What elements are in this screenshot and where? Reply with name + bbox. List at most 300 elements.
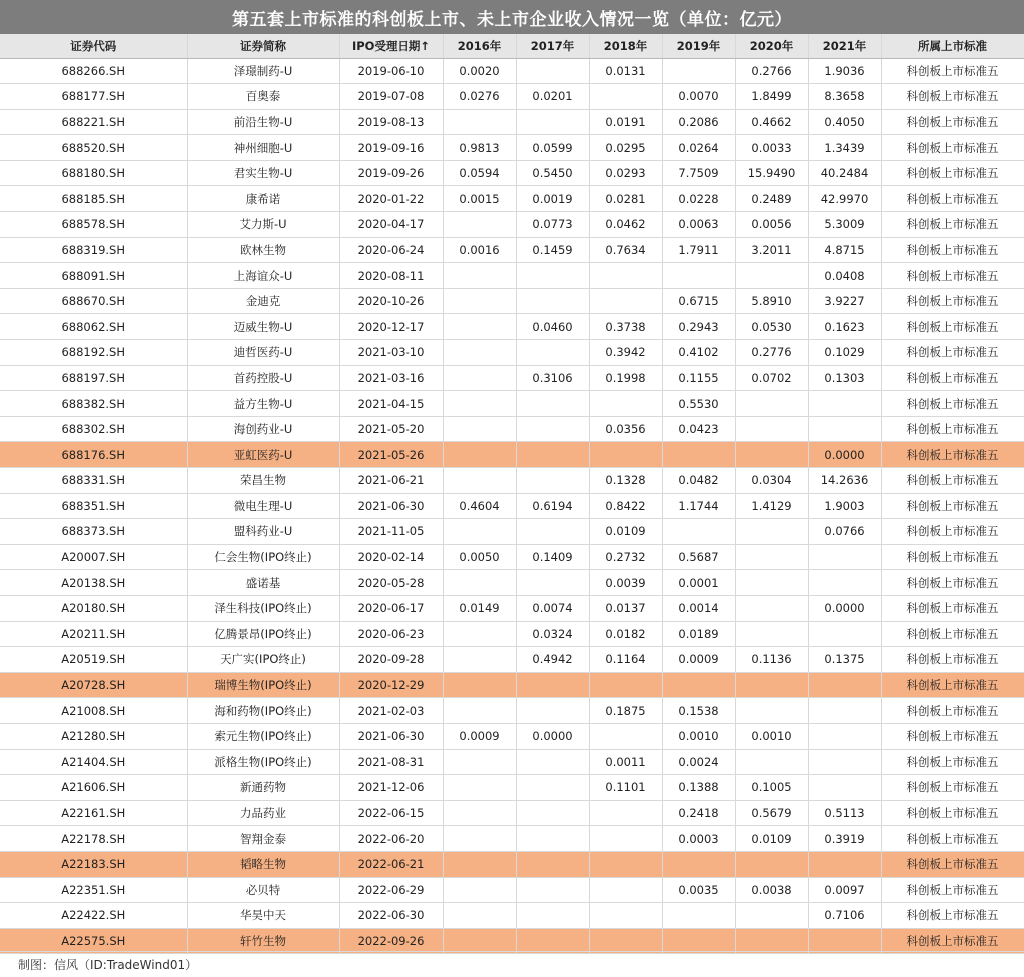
cell-2018 xyxy=(589,928,662,954)
cell-2020: 0.0033 xyxy=(735,135,808,161)
cell-ipo-date: 2021-12-06 xyxy=(339,775,443,801)
cell-2020: 0.0530 xyxy=(735,314,808,340)
header-row xyxy=(0,34,1024,58)
col-header-standard: 所属上市标准 xyxy=(881,34,1024,58)
cell-ipo-date: 2021-04-15 xyxy=(339,391,443,417)
cell-2021: 0.0000 xyxy=(808,442,881,468)
cell-2019: 0.5687 xyxy=(662,544,735,570)
cell-2018: 0.0131 xyxy=(589,58,662,84)
cell-code: A22178.SH xyxy=(0,826,187,852)
cell-2019 xyxy=(662,903,735,929)
cell-2018 xyxy=(589,391,662,417)
cell-2019: 0.0423 xyxy=(662,416,735,442)
cell-2020: 3.2011 xyxy=(735,237,808,263)
cell-code: 688331.SH xyxy=(0,468,187,494)
cell-2021 xyxy=(808,570,881,596)
cell-2018: 0.0011 xyxy=(589,749,662,775)
cell-2018: 0.0109 xyxy=(589,519,662,545)
cell-2021: 0.0766 xyxy=(808,519,881,545)
table-row xyxy=(0,800,1024,826)
cell-2021: 42.9970 xyxy=(808,186,881,212)
table-row xyxy=(0,621,1024,647)
cell-standard: 科创板上市标准五 xyxy=(881,58,1024,84)
table-row xyxy=(0,749,1024,775)
cell-standard: 科创板上市标准五 xyxy=(881,314,1024,340)
cell-ipo-date: 2021-06-30 xyxy=(339,723,443,749)
cell-code: 688670.SH xyxy=(0,288,187,314)
cell-2017 xyxy=(516,570,589,596)
cell-2018 xyxy=(589,84,662,110)
cell-2017: 0.0019 xyxy=(516,186,589,212)
cell-2016: 0.0020 xyxy=(443,58,516,84)
cell-2017 xyxy=(516,775,589,801)
cell-2017 xyxy=(516,288,589,314)
cell-2017 xyxy=(516,877,589,903)
cell-name: 益方生物-U xyxy=(187,391,339,417)
cell-2018 xyxy=(589,672,662,698)
cell-name: 迈威生物-U xyxy=(187,314,339,340)
col-header-2018: 2018年 xyxy=(589,34,662,58)
cell-standard: 科创板上市标准五 xyxy=(881,237,1024,263)
cell-standard: 科创板上市标准五 xyxy=(881,109,1024,135)
cell-2018 xyxy=(589,723,662,749)
cell-ipo-date: 2020-10-26 xyxy=(339,288,443,314)
cell-standard: 科创板上市标准五 xyxy=(881,698,1024,724)
cell-2021: 0.1029 xyxy=(808,340,881,366)
col-header-name: 证券简称 xyxy=(187,34,339,58)
cell-standard: 科创板上市标准五 xyxy=(881,263,1024,289)
cell-2021: 0.7106 xyxy=(808,903,881,929)
cell-2020: 0.0702 xyxy=(735,365,808,391)
cell-2016 xyxy=(443,212,516,238)
cell-2021: 4.8715 xyxy=(808,237,881,263)
cell-2019: 0.0228 xyxy=(662,186,735,212)
cell-code: A21280.SH xyxy=(0,723,187,749)
cell-2020 xyxy=(735,621,808,647)
table-row xyxy=(0,442,1024,468)
cell-code: 688302.SH xyxy=(0,416,187,442)
credit-footer: 制图：信风（ID:TradeWind01） xyxy=(0,951,1024,977)
cell-2016 xyxy=(443,288,516,314)
cell-2019: 0.0035 xyxy=(662,877,735,903)
table-row xyxy=(0,288,1024,314)
cell-standard: 科创板上市标准五 xyxy=(881,493,1024,519)
cell-name: 盛诺基 xyxy=(187,570,339,596)
cell-2017: 0.0460 xyxy=(516,314,589,340)
cell-code: A20728.SH xyxy=(0,672,187,698)
cell-2018: 0.1875 xyxy=(589,698,662,724)
cell-2019: 0.1538 xyxy=(662,698,735,724)
cell-2017 xyxy=(516,928,589,954)
table-row xyxy=(0,391,1024,417)
cell-2021: 0.1623 xyxy=(808,314,881,340)
cell-2021 xyxy=(808,391,881,417)
cell-2019: 0.0014 xyxy=(662,595,735,621)
cell-2020 xyxy=(735,851,808,877)
cell-2019: 0.0070 xyxy=(662,84,735,110)
cell-standard: 科创板上市标准五 xyxy=(881,672,1024,698)
cell-2019: 0.4102 xyxy=(662,340,735,366)
cell-2019: 0.0063 xyxy=(662,212,735,238)
cell-2020: 0.0038 xyxy=(735,877,808,903)
cell-2018: 0.1328 xyxy=(589,468,662,494)
cell-2019 xyxy=(662,442,735,468)
cell-code: 688520.SH xyxy=(0,135,187,161)
cell-2016: 0.0050 xyxy=(443,544,516,570)
revenue-table xyxy=(0,34,1024,954)
table-row xyxy=(0,672,1024,698)
cell-code: 688578.SH xyxy=(0,212,187,238)
cell-2019 xyxy=(662,519,735,545)
cell-2017 xyxy=(516,826,589,852)
cell-name: 瑞博生物(IPO终止) xyxy=(187,672,339,698)
cell-2021 xyxy=(808,672,881,698)
cell-2017 xyxy=(516,442,589,468)
cell-2020: 0.4662 xyxy=(735,109,808,135)
cell-2021 xyxy=(808,621,881,647)
cell-2017: 0.3106 xyxy=(516,365,589,391)
table-row xyxy=(0,928,1024,954)
cell-2019: 0.0003 xyxy=(662,826,735,852)
cell-standard: 科创板上市标准五 xyxy=(881,442,1024,468)
cell-2018: 0.2732 xyxy=(589,544,662,570)
cell-name: 天广实(IPO终止) xyxy=(187,647,339,673)
cell-2018 xyxy=(589,903,662,929)
table-row xyxy=(0,570,1024,596)
table-row xyxy=(0,212,1024,238)
cell-2016: 0.9813 xyxy=(443,135,516,161)
col-header-code: 证券代码 xyxy=(0,34,187,58)
cell-standard: 科创板上市标准五 xyxy=(881,647,1024,673)
cell-ipo-date: 2022-09-26 xyxy=(339,928,443,954)
cell-code: 688266.SH xyxy=(0,58,187,84)
cell-2018: 0.0462 xyxy=(589,212,662,238)
cell-2019: 7.7509 xyxy=(662,160,735,186)
table-row xyxy=(0,877,1024,903)
table-row xyxy=(0,647,1024,673)
table-row xyxy=(0,723,1024,749)
cell-name: 上海谊众-U xyxy=(187,263,339,289)
table-row xyxy=(0,698,1024,724)
cell-2021 xyxy=(808,698,881,724)
table-row xyxy=(0,58,1024,84)
cell-2017: 0.6194 xyxy=(516,493,589,519)
cell-ipo-date: 2020-01-22 xyxy=(339,186,443,212)
cell-2021: 0.1375 xyxy=(808,647,881,673)
cell-name: 海创药业-U xyxy=(187,416,339,442)
col-header-2016: 2016年 xyxy=(443,34,516,58)
cell-2021 xyxy=(808,723,881,749)
cell-2017 xyxy=(516,851,589,877)
cell-2019: 0.0010 xyxy=(662,723,735,749)
cell-code: 688091.SH xyxy=(0,263,187,289)
cell-2017 xyxy=(516,391,589,417)
cell-ipo-date: 2022-06-29 xyxy=(339,877,443,903)
cell-2019 xyxy=(662,263,735,289)
cell-2017 xyxy=(516,519,589,545)
cell-standard: 科创板上市标准五 xyxy=(881,621,1024,647)
cell-2021: 0.4050 xyxy=(808,109,881,135)
cell-name: 派格生物(IPO终止) xyxy=(187,749,339,775)
cell-name: 艾力斯-U xyxy=(187,212,339,238)
cell-standard: 科创板上市标准五 xyxy=(881,903,1024,929)
cell-2016 xyxy=(443,928,516,954)
cell-2018 xyxy=(589,263,662,289)
table-row xyxy=(0,84,1024,110)
cell-2019: 0.6715 xyxy=(662,288,735,314)
cell-2016 xyxy=(443,877,516,903)
cell-2019 xyxy=(662,851,735,877)
cell-2020: 0.1136 xyxy=(735,647,808,673)
cell-code: 688062.SH xyxy=(0,314,187,340)
cell-2020: 5.8910 xyxy=(735,288,808,314)
cell-2018: 0.0039 xyxy=(589,570,662,596)
table-row xyxy=(0,263,1024,289)
cell-2019: 0.0024 xyxy=(662,749,735,775)
cell-2016 xyxy=(443,391,516,417)
cell-ipo-date: 2020-09-28 xyxy=(339,647,443,673)
cell-ipo-date: 2020-05-28 xyxy=(339,570,443,596)
cell-2017 xyxy=(516,58,589,84)
cell-ipo-date: 2021-06-30 xyxy=(339,493,443,519)
cell-standard: 科创板上市标准五 xyxy=(881,775,1024,801)
cell-ipo-date: 2020-12-29 xyxy=(339,672,443,698)
cell-2016 xyxy=(443,826,516,852)
cell-2021: 3.9227 xyxy=(808,288,881,314)
cell-2018 xyxy=(589,288,662,314)
cell-2017: 0.4942 xyxy=(516,647,589,673)
cell-2016 xyxy=(443,621,516,647)
cell-2018: 0.0295 xyxy=(589,135,662,161)
cell-code: A22575.SH xyxy=(0,928,187,954)
cell-name: 盟科药业-U xyxy=(187,519,339,545)
cell-ipo-date: 2021-11-05 xyxy=(339,519,443,545)
cell-2018: 0.0137 xyxy=(589,595,662,621)
cell-2020: 15.9490 xyxy=(735,160,808,186)
cell-ipo-date: 2020-12-17 xyxy=(339,314,443,340)
cell-2021 xyxy=(808,416,881,442)
cell-2016: 0.0015 xyxy=(443,186,516,212)
cell-ipo-date: 2020-04-17 xyxy=(339,212,443,238)
cell-2020: 0.0010 xyxy=(735,723,808,749)
cell-name: 迪哲医药-U xyxy=(187,340,339,366)
cell-2021: 1.9003 xyxy=(808,493,881,519)
cell-standard: 科创板上市标准五 xyxy=(881,288,1024,314)
table-body xyxy=(0,58,1024,954)
cell-standard: 科创板上市标准五 xyxy=(881,135,1024,161)
cell-2020: 0.2766 xyxy=(735,58,808,84)
cell-2020: 0.1005 xyxy=(735,775,808,801)
cell-name: 新通药物 xyxy=(187,775,339,801)
cell-ipo-date: 2022-06-21 xyxy=(339,851,443,877)
cell-standard: 科创板上市标准五 xyxy=(881,468,1024,494)
cell-2019 xyxy=(662,672,735,698)
cell-2020: 0.2776 xyxy=(735,340,808,366)
cell-standard: 科创板上市标准五 xyxy=(881,800,1024,826)
table-row xyxy=(0,544,1024,570)
cell-code: 688373.SH xyxy=(0,519,187,545)
cell-2021: 1.9036 xyxy=(808,58,881,84)
table-row xyxy=(0,416,1024,442)
cell-ipo-date: 2022-06-15 xyxy=(339,800,443,826)
cell-code: A20519.SH xyxy=(0,647,187,673)
cell-2016 xyxy=(443,698,516,724)
cell-2019: 0.1155 xyxy=(662,365,735,391)
cell-2021: 0.0408 xyxy=(808,263,881,289)
col-header-2021: 2021年 xyxy=(808,34,881,58)
cell-ipo-date: 2021-08-31 xyxy=(339,749,443,775)
cell-standard: 科创板上市标准五 xyxy=(881,365,1024,391)
cell-2018 xyxy=(589,877,662,903)
cell-name: 荣昌生物 xyxy=(187,468,339,494)
cell-name: 亿腾景昂(IPO终止) xyxy=(187,621,339,647)
table-row xyxy=(0,775,1024,801)
cell-name: 必贝特 xyxy=(187,877,339,903)
cell-2019: 0.1388 xyxy=(662,775,735,801)
cell-2016 xyxy=(443,442,516,468)
cell-standard: 科创板上市标准五 xyxy=(881,212,1024,238)
cell-name: 神州细胞-U xyxy=(187,135,339,161)
cell-ipo-date: 2020-02-14 xyxy=(339,544,443,570)
cell-2016 xyxy=(443,519,516,545)
cell-2017: 0.0773 xyxy=(516,212,589,238)
cell-2021: 5.3009 xyxy=(808,212,881,238)
cell-2021: 8.3658 xyxy=(808,84,881,110)
cell-2016 xyxy=(443,109,516,135)
col-header-ipo-date[interactable]: IPO受理日期↑ xyxy=(339,34,443,58)
cell-2019: 0.0001 xyxy=(662,570,735,596)
cell-2017 xyxy=(516,698,589,724)
cell-ipo-date: 2020-08-11 xyxy=(339,263,443,289)
cell-ipo-date: 2019-09-26 xyxy=(339,160,443,186)
cell-name: 海和药物(IPO终止) xyxy=(187,698,339,724)
cell-2017 xyxy=(516,903,589,929)
cell-code: 688351.SH xyxy=(0,493,187,519)
cell-2016 xyxy=(443,800,516,826)
cell-name: 前沿生物-U xyxy=(187,109,339,135)
cell-ipo-date: 2020-06-23 xyxy=(339,621,443,647)
cell-standard: 科创板上市标准五 xyxy=(881,340,1024,366)
cell-2018 xyxy=(589,800,662,826)
cell-2021: 0.0097 xyxy=(808,877,881,903)
cell-2017: 0.0000 xyxy=(516,723,589,749)
col-header-2020: 2020年 xyxy=(735,34,808,58)
cell-2017: 0.0324 xyxy=(516,621,589,647)
table-row xyxy=(0,365,1024,391)
cell-code: 688192.SH xyxy=(0,340,187,366)
cell-code: 688221.SH xyxy=(0,109,187,135)
cell-ipo-date: 2021-03-10 xyxy=(339,340,443,366)
cell-standard: 科创板上市标准五 xyxy=(881,391,1024,417)
cell-2016: 0.0149 xyxy=(443,595,516,621)
cell-2019: 0.2943 xyxy=(662,314,735,340)
cell-2020: 0.2489 xyxy=(735,186,808,212)
cell-2016 xyxy=(443,468,516,494)
cell-standard: 科创板上市标准五 xyxy=(881,723,1024,749)
cell-2021: 0.5113 xyxy=(808,800,881,826)
cell-2016 xyxy=(443,314,516,340)
cell-2018: 0.3738 xyxy=(589,314,662,340)
table-row xyxy=(0,903,1024,929)
cell-name: 轩竹生物 xyxy=(187,928,339,954)
cell-code: A20180.SH xyxy=(0,595,187,621)
cell-2017 xyxy=(516,749,589,775)
cell-2016: 0.0594 xyxy=(443,160,516,186)
cell-2016 xyxy=(443,672,516,698)
cell-2021: 1.3439 xyxy=(808,135,881,161)
cell-2018: 0.7634 xyxy=(589,237,662,263)
cell-2017: 0.5450 xyxy=(516,160,589,186)
cell-name: 华昊中天 xyxy=(187,903,339,929)
cell-2020 xyxy=(735,749,808,775)
cell-2020 xyxy=(735,903,808,929)
cell-name: 韬略生物 xyxy=(187,851,339,877)
table-title: 第五套上市标准的科创板上市、未上市企业收入情况一览（单位：亿元） xyxy=(0,0,1024,34)
cell-code: A22161.SH xyxy=(0,800,187,826)
cell-code: A21008.SH xyxy=(0,698,187,724)
table-row xyxy=(0,186,1024,212)
cell-2016 xyxy=(443,416,516,442)
cell-2016 xyxy=(443,851,516,877)
cell-ipo-date: 2020-06-24 xyxy=(339,237,443,263)
cell-standard: 科创板上市标准五 xyxy=(881,928,1024,954)
cell-standard: 科创板上市标准五 xyxy=(881,186,1024,212)
cell-2019: 0.0009 xyxy=(662,647,735,673)
cell-name: 微电生理-U xyxy=(187,493,339,519)
cell-2018: 0.0182 xyxy=(589,621,662,647)
cell-code: A21606.SH xyxy=(0,775,187,801)
cell-2019: 0.5530 xyxy=(662,391,735,417)
cell-standard: 科创板上市标准五 xyxy=(881,851,1024,877)
cell-2020 xyxy=(735,928,808,954)
cell-code: A22422.SH xyxy=(0,903,187,929)
cell-ipo-date: 2019-09-16 xyxy=(339,135,443,161)
cell-name: 索元生物(IPO终止) xyxy=(187,723,339,749)
cell-2018: 0.1101 xyxy=(589,775,662,801)
col-header-2019: 2019年 xyxy=(662,34,735,58)
cell-ipo-date: 2021-02-03 xyxy=(339,698,443,724)
cell-2021: 14.2636 xyxy=(808,468,881,494)
table-row xyxy=(0,340,1024,366)
cell-2019: 1.1744 xyxy=(662,493,735,519)
cell-name: 百奥泰 xyxy=(187,84,339,110)
cell-2016: 0.4604 xyxy=(443,493,516,519)
cell-ipo-date: 2022-06-20 xyxy=(339,826,443,852)
cell-code: A22183.SH xyxy=(0,851,187,877)
cell-2018: 0.1164 xyxy=(589,647,662,673)
cell-2020 xyxy=(735,416,808,442)
cell-name: 泽璟制药-U xyxy=(187,58,339,84)
cell-standard: 科创板上市标准五 xyxy=(881,416,1024,442)
cell-2020 xyxy=(735,263,808,289)
cell-2017: 0.1459 xyxy=(516,237,589,263)
cell-ipo-date: 2021-05-20 xyxy=(339,416,443,442)
cell-2019: 0.2086 xyxy=(662,109,735,135)
cell-2017 xyxy=(516,263,589,289)
cell-2018: 0.0356 xyxy=(589,416,662,442)
table-row xyxy=(0,468,1024,494)
cell-2016: 0.0276 xyxy=(443,84,516,110)
cell-2021: 0.1303 xyxy=(808,365,881,391)
cell-code: A20211.SH xyxy=(0,621,187,647)
table-row xyxy=(0,237,1024,263)
cell-2018: 0.0293 xyxy=(589,160,662,186)
cell-code: A20138.SH xyxy=(0,570,187,596)
cell-2020: 0.0109 xyxy=(735,826,808,852)
cell-2016 xyxy=(443,263,516,289)
cell-name: 亚虹医药-U xyxy=(187,442,339,468)
cell-2020 xyxy=(735,698,808,724)
